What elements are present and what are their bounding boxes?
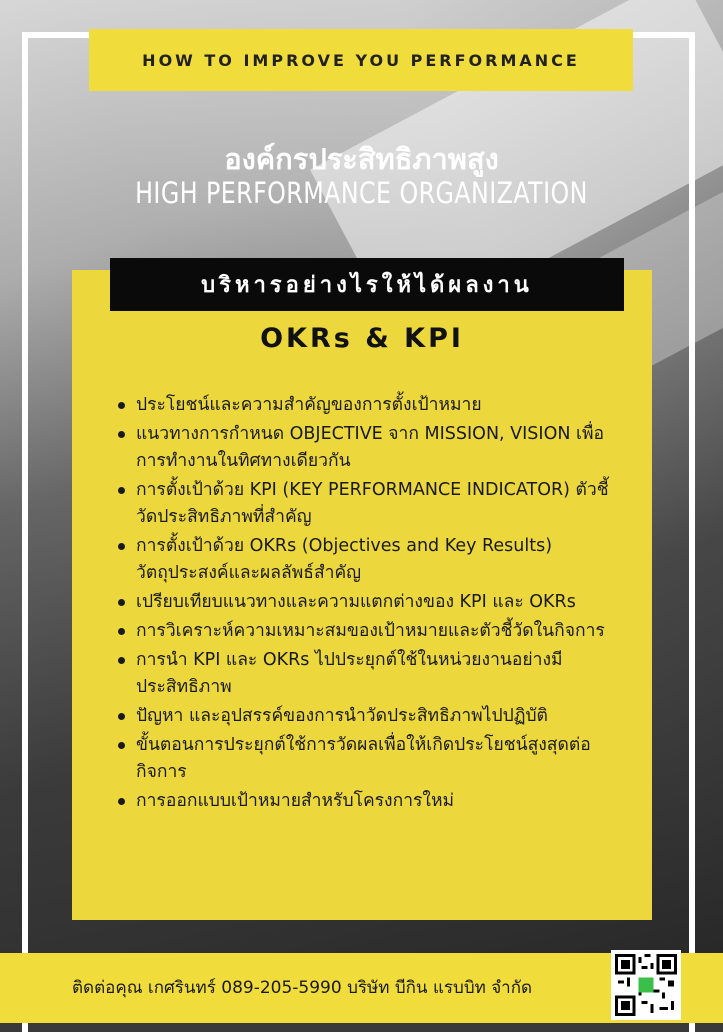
list-item: การนำ KPI และ OKRs ไปประยุกต์ใช้ในหน่วยงานอย่างมีประสิทธิภาพ xyxy=(110,647,610,701)
qr-code-icon[interactable] xyxy=(611,950,681,1020)
subtitle-text: บริหารอย่างไรให้ได้ผลงาน xyxy=(201,273,533,298)
list-item: ขั้นตอนการประยุกต์ใช้การวัดผลเพื่อให้เกิดประโยชน์สูงสุดต่อกิจการ xyxy=(110,732,610,786)
list-item: การตั้งเป้าด้วย OKRs (Objectives and Key Results) วัตถุประสงค์และผลลัพธ์สำคัญ xyxy=(110,533,610,587)
list-item: แนวทางการกำหนด OBJECTIVE จาก MISSION, VISION เพื่อการทำงานในทิศทางเดียวกัน xyxy=(110,421,610,475)
list-item: ปัญหา และอุปสรรค์ของการนำวัดประสิทธิภาพไปปฏิบัติ xyxy=(110,703,610,730)
top-banner xyxy=(89,29,633,91)
title-english: HIGH PERFORMANCE ORGANIZATION xyxy=(135,176,588,210)
contact-info: ติดต่อคุณ เกศรินทร์ 089-205-5990 บริษัท บีกิน แรบบิท จำกัด xyxy=(72,978,533,998)
topic-list xyxy=(110,392,610,817)
list-item: เปรียบเทียบแนวทางและความแตกต่างของ KPI และ OKRs xyxy=(110,589,610,616)
list-item: การออกแบบเป้าหมายสำหรับโครงการใหม่ xyxy=(110,788,610,815)
subtitle-bar xyxy=(110,258,624,311)
banner-text: HOW TO IMPROVE YOU PERFORMANCE xyxy=(142,50,580,70)
card-heading: OKRs & KPI xyxy=(260,323,464,354)
list-item: การวิเคราะห์ความเหมาะสมของเป้าหมายและตัวชี้วัดในกิจการ xyxy=(110,618,610,645)
title-thai: องค์กรประสิทธิภาพสูง xyxy=(224,142,499,176)
list-item: การตั้งเป้าด้วย KPI (KEY PERFORMANCE INDICATOR) ตัวชี้วัดประสิทธิภาพที่สำคัญ xyxy=(110,477,610,531)
list-item: ประโยชน์และความสำคัญของการตั้งเป้าหมาย xyxy=(110,392,610,419)
